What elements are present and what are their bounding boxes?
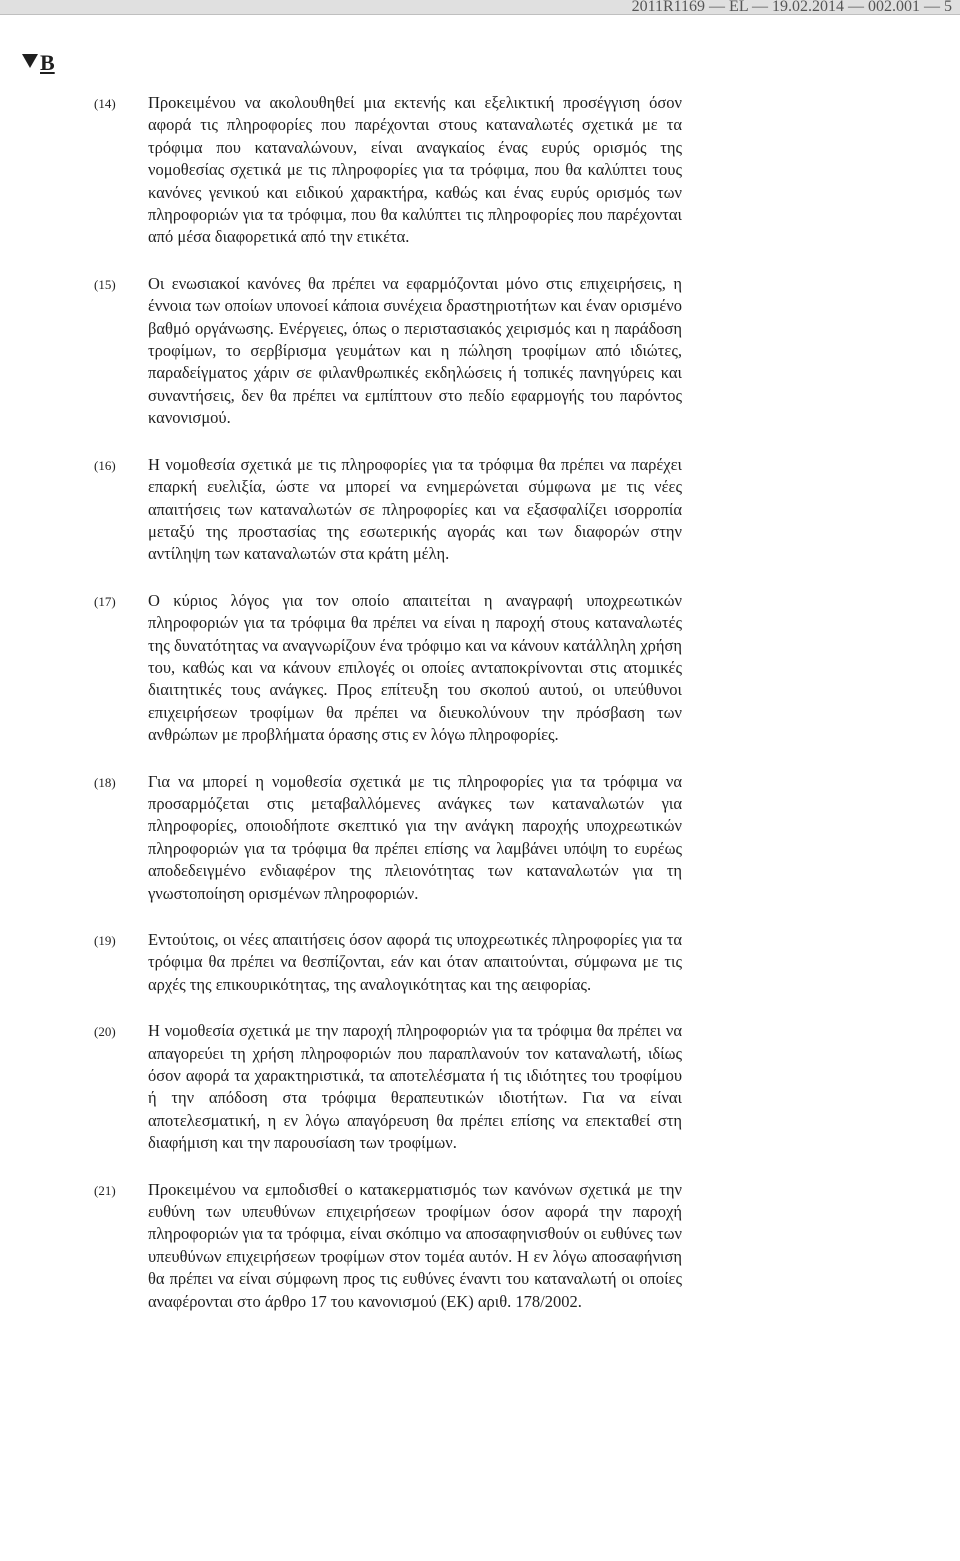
recital-text: Ο κύριος λόγος για τον οποίο απαιτείται η αναγραφή υποχρεωτικών πληροφοριών για τα τρόφιμα θα πρέπει να είναι η παροχή στους καταναλωτές της δυνατότητας να αναγνωρίζουν ένα τρόφιμο και να κάνουν κατάλληλη χρήση του, καθώς και να κάνουν επιλογές οι οποίες ανταποκρίνονται στις ατομικές διαιτητικές τους ανάγκες. Προς επίτευξη του σκοπού αυτού, οι υπεύθυνοι επιχειρήσεων τροφίμων θα πρέπει να διευκολύνουν την πρόσβαση των ανθρώπων με προβλήματα όρασης στις εν λόγω πληροφορίες. (148, 590, 682, 745)
recital-text: Προκειμένου να εμποδισθεί ο κατακερματισμός των κανόνων σχετικά με την ευθύνη των υπευθύνων επιχειρήσεων τροφίμων όσον αφορά την παροχή πληροφοριών για τα τρόφιμα, είναι σκόπιμο να αποσαφηνισθούν οι ευθύνες των υπευθύνων επιχειρήσεων τροφίμων στον τομέα αυτόν. Η εν λόγω αποσαφήνιση θα πρέπει να είναι σύμφωνη προς τις ευθύνες έναντι του καταναλωτή οι οποίες αναφέρονται στο άρθρο 17 του κανονισμού (ΕΚ) αριθ. 178/2002. (148, 1179, 682, 1311)
recital-14 (94, 92, 682, 249)
marker-letter: B (40, 50, 55, 75)
recital-number: (14) (94, 96, 116, 111)
recital-16 (94, 454, 682, 566)
recital-number: (15) (94, 276, 116, 292)
recital-text: Η νομοθεσία σχετικά με τις πληροφορίες για τα τρόφιμα θα πρέπει να παρέχει επαρκή ευελιξία, ώστε να μπορεί να ενημερώνεται σύμφωνα με τις νέες απαιτήσεις των καταναλωτών σε πληροφορίες και να εξασφαλίζει ισορροπία μεταξύ της προστασίας της εσωτερικής αγοράς και των διαφορών στην αντίληψη των καταναλωτών στα κράτη μέλη. (148, 454, 682, 564)
recital-number: (18) (94, 774, 116, 790)
recital-number: (16) (94, 457, 116, 473)
recital-number: (17) (94, 593, 116, 609)
recital-15 (94, 273, 682, 430)
recital-text: Η νομοθεσία σχετικά με την παροχή πληροφοριών για τα τρόφιμα θα πρέπει να απαγορεύει τη χρήση πληροφοριών που παραπλανούν τον καταναλωτή, ιδίως όσον αφορά τα χαρακτηριστικά, τα αποτελέσματα ή τις ιδιότητες του τροφίμου ή την απόδοση στα τρόφιμα θεραπευτικών ιδιοτήτων. Για να είναι αποτελεσματική, η εν λόγω απαγόρευση θα πρέπει επίσης να επεκταθεί στη διαφήμιση και την παρουσίαση των τροφίμων. (148, 1021, 682, 1153)
page-header (0, 0, 960, 15)
recital-number: (21) (94, 1182, 116, 1198)
recital-19 (94, 929, 682, 996)
recital-21 (94, 1179, 682, 1313)
recital-text: Οι ενωσιακοί κανόνες θα πρέπει να εφαρμόζονται μόνο στις επιχειρήσεις, η έννοια των οποίων υπονοεί κάποια συνέχεια δραστηριοτήτων και έναν ορισμένο βαθμό οργάνωσης. Ενέργειες, όπως ο περιστασιακός χειρισμός και η παράδοση τροφίμων, το σερβίρισμα γευμάτων και η πώληση τροφίμων από ιδιώτες, παραδείγματος χάριν σε φιλανθρωπικές εκδηλώσεις ή τοπικές πανηγύρεις και συναντήσεις, δεν θα πρέπει να εμπίπτουν στο πεδίο εφαρμογής του παρόντος κανονισμού. (148, 273, 682, 428)
recital-number: (20) (94, 1024, 116, 1040)
document-reference: 2011R1169 — EL — 19.02.2014 — 002.001 — 5 (631, 0, 952, 15)
recitals-list (94, 92, 682, 1337)
recital-number: (19) (94, 933, 116, 948)
triangle-down-icon (22, 54, 38, 68)
recital-text: Προκειμένου να ακολουθηθεί μια εκτενής και εξελικτική προσέγγιση όσον αφορά τις πληροφορίες που παρέχονται στους καταναλωτές σχετικά με τα τρόφιμα που καταναλώνουν, είναι αναγκαίος ένας ευρύς ορισμός της νομοθεσίας σχετικά με τις πληροφορίες για τα τρόφιμα, που θα καλύπτει τους κανόνες γενικού και ειδικού χαρακτήρα, καθώς και ένας ευρύς ορισμός των πληροφοριών για τα τρόφιμα, που θα καλύπτει τις πληροφορίες που παρέχονται από μέσα διαφορετικά από την ετικέτα. (148, 93, 682, 247)
recital-17 (94, 590, 682, 747)
recital-text: Για να μπορεί η νομοθεσία σχετικά με τις πληροφορίες για τα τρόφιμα να προσαρμόζεται στις μεταβαλλόμενες ανάγκες των καταναλωτών για πληροφορίες, οποιοδήποτε σκεπτικό για την ανάγκη παροχής υποχρεωτικών πληροφοριών για τα τρόφιμα θα πρέπει επίσης να λαμβάνει υπόψη το ευρέως αποδεδειγμένο ενδιαφέρον της πλειονότητας των καταναλωτών για τη γνωστοποίηση ορισμένων πληροφοριών. (148, 771, 682, 903)
amendment-marker (22, 51, 55, 75)
recital-18 (94, 771, 682, 905)
recital-20 (94, 1020, 682, 1154)
recital-text: Εντούτοις, οι νέες απαιτήσεις όσον αφορά τις υποχρεωτικές πληροφορίες για τα τρόφιμα θα πρέπει να θεσπίζονται, εάν και όταν απαιτούνται, σύμφωνα με τις αρχές της επικουρικότητας, της αναλογικότητας και της αειφορίας. (148, 930, 682, 994)
